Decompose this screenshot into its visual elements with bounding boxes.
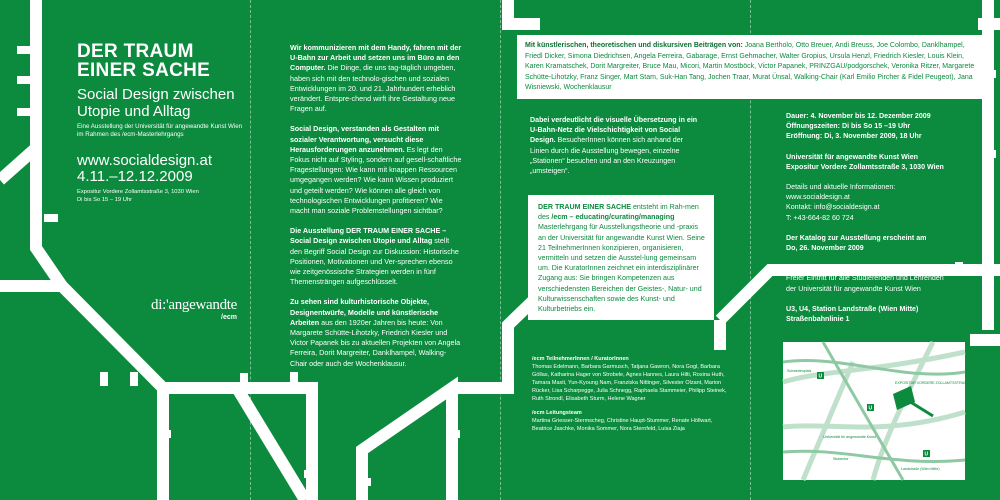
team-members: Thomas Edelmann, Barbara Garmusch, Tatjana Gawron, Nora Gogl, Barbara Göllas, Katharina Hager von Strobele, Agnes Hannes, Laura Hilti, Rosina Huth, Tamara Maxit, Yun-Kyoung Nam, Franziska Nittinger, Silvester Olzant, Marion Rücker, Lisa Scharpegge, Julia Schnegg, Raphaela Stammeier, Philipp Steinek, Ruth Strondl, Elisabeth Sturm, Helene Wagner — [532, 364, 727, 402]
university: Universität für angewandte Kunst Wien — [786, 152, 918, 161]
venue-hours: Di bis So 15 – 19 Uhr — [77, 196, 133, 203]
paragraph-lead: Dabei verdeutlicht die visuelle Übersetzung in ein U-Bahn-Netz die Vielschichtigkeit von Social Design. — [530, 116, 698, 145]
exhibition-dates: 4.11.–12.12.2009 — [77, 168, 193, 185]
map-label: Schwedenplatz — [787, 369, 812, 373]
ecm-name: /ecm – educating/curating/managing — [551, 213, 675, 222]
paragraph-lead: DER TRAUM EINER SACHE — [538, 203, 632, 211]
catalog-block — [786, 233, 986, 253]
opening-hours: Öffnungszeiten: Di bis So 15 –19 Uhr — [786, 122, 911, 131]
intro-line: Eine Ausstellung der Universität für angewandte Kunst Wien — [77, 123, 243, 130]
visual-concept-text — [530, 115, 700, 176]
subtitle-line: Utopie und Alltag — [77, 103, 191, 120]
contact-email[interactable]: Kontakt: info@socialdesign.at — [786, 203, 880, 212]
admission-block — [786, 263, 986, 294]
lead-heading: /ecm Leitungsteam — [532, 410, 582, 416]
angewandte-logo — [132, 296, 237, 322]
catalog-date: Do, 26. November 2009 — [786, 244, 864, 253]
title-line: DER TRAUM — [77, 41, 194, 62]
paragraph-body: entsteht im Rah-men des — [538, 203, 699, 222]
contact-block — [786, 182, 986, 223]
website-url[interactable]: www.socialdesign.at — [77, 152, 213, 169]
paragraph-lead: Wir kommunizieren mit dem Handy, fahren mit der U-Bahn zur Arbeit und setzen uns im Büro an den Computer. — [290, 43, 462, 73]
intro-line: im Rahmen des /ecm-Masterlehrgangs — [77, 131, 184, 138]
exhibition-title — [77, 42, 257, 80]
paragraph — [290, 226, 462, 287]
map-u-label: U — [924, 451, 929, 458]
venue-info — [77, 189, 247, 204]
paragraph — [538, 202, 706, 314]
intro-text — [77, 123, 257, 139]
details-website[interactable]: www.socialdesign.at — [786, 193, 850, 202]
contributors-list: Joana Bertholo, Otto Breuer, Andi Breuss, Joe Colombo, Danklhampel, Friedl Dicker, Simona Diedrichsen, Angela Ferreira, Gabarage, Ernst Gehmacher, Walter Gropius, Ursula Henzl, Friedrich Kiesler, Louis Klein, Karen Kramatschek, Dorit Margreiter, Bruce Mau, Micori, Martin Mostböck, Victor Papanek, PRINZGAU/podgorschek, Veronika Ritzer, Margarete Schütte-Lihotzky, Franz Singer, Mart Stam, Suk-Han Tang, Jochen Traar, Murat Ünsal, Walking-Chair (Karl Emilio Pircher & Fidel Peugeot), Jana Wisniewski, Wochenklausur — [525, 42, 975, 91]
paragraph-body: aus den 1920er Jahren bis heute: Von Margarete Schütte-Lihotzky, Friedrich Kiesler und Victor Papanek bis zu aktuellen Projekten von Angela Ferreira, Dorit Margreiter, Danklhampel, Walking-Chair oder auch der Wochenklausur. — [290, 317, 461, 368]
fold-line — [500, 0, 501, 500]
paragraph-body: stellt den Begriff Social Design zur Diskussion: Historische Positionen, Motivationen und Ver-sprechen ebenso wie zeitgenössische Strategien werden in fünf Themensträngen aufgeschlüsselt. — [290, 236, 459, 287]
transport-block — [786, 304, 986, 324]
dates-block — [786, 111, 986, 142]
exhibition-subtitle — [77, 86, 267, 120]
intro-column — [290, 43, 462, 379]
admission-note: Freier Eintritt für alle Studierenden und Lehrenden — [786, 274, 944, 283]
map-u-label: U — [868, 405, 873, 412]
catalog-line: Der Katalog zur Ausstellung erscheint am — [786, 233, 927, 242]
team-credits — [532, 355, 732, 439]
team-heading: /ecm TeilnehmerInnen / KuratorInnen — [532, 356, 629, 362]
details-heading: Details und aktuelle Informationen: — [786, 183, 896, 192]
logo-text: di:'angewandte — [151, 297, 237, 313]
duration: Dauer: 4. November bis 12. Dezember 2009 — [786, 112, 931, 120]
title-line: EINER SACHE — [77, 60, 211, 81]
transport-tram: Straßenbahnlinie 1 — [786, 315, 850, 324]
ecm-info-box — [528, 195, 714, 320]
logo-sub: /ecm — [221, 314, 237, 321]
admission-note: der Universität für angewandte Kunst Wien — [786, 284, 921, 293]
paragraph-lead: Die Ausstellung DER TRAUM EINER SACHE – Social Design zwischen Utopie und Alltag — [290, 226, 447, 246]
transport-subway: U3, U4, Station Landstraße (Wien Mitte) — [786, 304, 919, 313]
lead-members: Martina Griesser-Stermscheg, Christine Haupt-Stummer, Renate Höllwart, Beatrice Jaschke, Monika Sommer, Nora Sternfeld, Luisa Ziaja — [532, 418, 713, 432]
admission-price: Eintritt: Euro 4,- / Euro 2,- (ermäßigt) — [786, 264, 902, 273]
paragraph-lead: Zu sehen sind kulturhistorische Objekte, Designentwürfe, Modelle und künstlerische Arbeiten — [290, 297, 439, 327]
paragraph — [290, 297, 462, 368]
paragraph-lead: Social Design, verstanden als Gestalten mit sozialer Verantwortung, versucht diese Herausforderungen anzunehmen. — [290, 124, 439, 154]
map-u-label: U — [818, 373, 823, 380]
subtitle-line: Social Design zwischen — [77, 86, 235, 103]
venue-address: Expositur Vordere Zollamtsstraße 3, 1030 Wien — [77, 189, 199, 195]
paragraph-body: Die Dinge, die uns tag-täglich umgeben, haben sich mit den technolo-gischen und sozialen Entwicklungen im 20. und 21. Jahrhundert erheblich verändert. Entspre-chend wirft ihre Gestaltung neue Fragen auf. — [290, 63, 456, 114]
map-label: EXPOSITUR VORDERE ZOLLAMTSSTRASSE 3 — [895, 381, 975, 385]
map-label: Universität für angewandte Kunst — [823, 435, 876, 439]
paragraph — [530, 115, 700, 176]
paragraph-body: Masterlehrgang für Ausstellungstheorie und -praxis an der Universität für angewandte Kunst Wien. Seine 21 TeilnehmerInnen konzipieren, organisieren, vermitteln und setzen die Ausstel-lung gemeinsam um. Die KuratorInnen zeichnet ein interdisziplinärer Zugang aus: Sie bringen Kompetenzen aus verschiedensten Bereichen der Geistes-, Natur- und Kulturwissenschaften sowie des Kunst- und Kulturbetriebs ein. — [538, 223, 705, 314]
paragraph — [290, 43, 462, 114]
location-block — [786, 152, 986, 172]
visitor-info — [786, 111, 986, 334]
venue-address: Expositur Vordere Zollamtsstraße 3, 1030 Wien — [786, 162, 944, 171]
map-label: Stubentor — [833, 457, 849, 461]
paragraph-body: Es legt den Fokus nicht auf Styling, sondern auf gesell-schaftliche Fragestellungen: Wie kann mit knappen Ressourcen umgegangen werden? Wie kann Wissen produziert und geteilt werden? Wie können alle gleich von technologischen Entwicklungen profitieren? Wie macht man soziale Problemstellungen sichtbar? — [290, 144, 462, 216]
paragraph-body: BesucherInnen können sich anhand der Linien durch die Ausstellung bewegen, einzelne „Stationen“ besuchen und an den Kreuzungen „umsteigen“. — [530, 136, 684, 176]
location-map[interactable] — [783, 342, 975, 480]
contact-phone: T: +43-664-82 60 724 — [786, 213, 854, 222]
contributors-heading: Mit künstlerischen, theoretischen und diskursiven Beiträgen von: — [525, 42, 743, 49]
map-label: Landstraße (Wien Mitte) — [901, 467, 940, 471]
paragraph — [290, 124, 462, 216]
opening-date: Eröffnung: Di, 3. November 2009, 18 Uhr — [786, 132, 922, 141]
contributors-box — [517, 35, 987, 99]
